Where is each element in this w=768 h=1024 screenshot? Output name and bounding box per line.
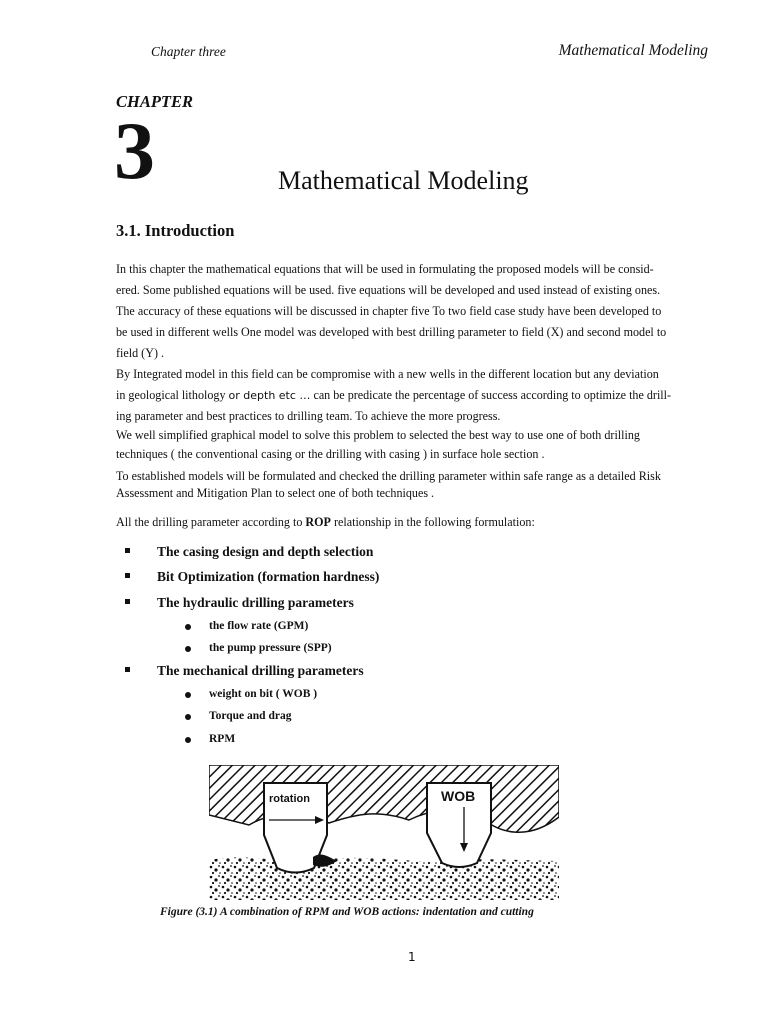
running-header-title: Mathematical Modeling	[558, 42, 708, 59]
chapter-title: Mathematical Modeling	[278, 166, 529, 195]
paragraph-intro	[116, 259, 708, 364]
square-bullet-icon	[125, 667, 130, 672]
paragraph-integrated-model	[116, 364, 708, 427]
figure-caption: Figure (3.1) A combination of RPM and WOB actions: indentation and cutting	[160, 906, 534, 918]
paragraph-graphical-model	[116, 426, 708, 463]
running-header-chapter: Chapter three	[151, 44, 226, 59]
text-run: can be predicate the percentage of success according to optimize the drill-	[310, 388, 672, 402]
text-line: The accuracy of these equations will be discussed in chapter five To two field case study have been developed to	[116, 304, 662, 318]
text-line: ered. Some published equations will be used. five equations will be developed and used instead of existing ones.	[116, 283, 661, 297]
round-bullet-icon	[185, 737, 191, 743]
text-line: be used in different wells One model was developed with best drilling parameter to field (X) and second model to	[116, 325, 667, 339]
text-run: or depth etc …	[228, 389, 311, 402]
chapter-number: 3	[114, 105, 155, 196]
round-bullet-icon	[185, 646, 191, 652]
rpm-wob-figure	[209, 765, 559, 900]
text-line	[116, 385, 708, 406]
paragraph-rop-intro	[116, 513, 708, 531]
section-title: 3.1. Introduction	[116, 221, 235, 240]
text-run: All the drilling parameter according to	[116, 515, 306, 529]
text-run: in geological lithology	[116, 388, 229, 402]
text-line: By Integrated model in this field can be compromise with a new wells in the different location but any deviation	[116, 367, 659, 381]
rotation-label: rotation	[269, 793, 310, 805]
page-number: 1	[408, 950, 416, 964]
text-line: techniques ( the conventional casing or the drilling with casing ) in surface hole section .	[116, 446, 545, 461]
crushed-rock-bottom	[209, 857, 559, 900]
text-line: field (Y) .	[116, 346, 165, 360]
text-line: We well simplified graphical model to solve this problem to selected the best way to use one of both drilling	[116, 428, 640, 442]
document-page: Chapter three Mathematical Modeling CHAPTER 3 Mathematical Modeling 3.1. Introduction In this chapter the mathematical equations that will be used in formulating the proposed models will be consid- ered. Some published equations will be used. five equations will be developed and used instead of existing ones. The accuracy of these equations will be discussed in chapter five To two field case study have been developed to be used in different wells One model was developed with best drilling parameter to field (X) and second model to field (Y) . By Integrated model in this field can be compromise with a new wells in the different location but any deviation in geological lithology or depth etc … can be predicate the percentage of success according to optimize the drill- ing parameter and best practices to drilling team. To achieve the more progress. We well simplified graphical model to solve this problem to selected the best way to use one of both drilling techniques ( the conventional casing or the drilling with casing ) in surface hole section . To established models will be formulated and checked the drilling parameter within safe range as a detailed Risk Assessment and Mitigation Plan to select one of both techniques . All the drilling parameter according to ROP relationship in the following formulation: The casing design and depth selection Bit Optimization (formation hardness) The hydraulic drilling parameters the flow rate (GPM) the pump pressure (SPP) The mechanical drilling parameters weight on bit ( WOB ) Torque and drag RPM rotation WOB Figure (3.1) A combination of RPM and WOB actions: indentation and cutting 1	[114, 42, 708, 964]
text-line: Assessment and Mitigation Plan to select one of both techniques .	[116, 485, 435, 500]
text-line: ing parameter and best practices to drilling team. To achieve the more progress.	[116, 409, 501, 423]
square-bullet-icon	[125, 573, 130, 578]
text-line: To established models will be formulated and checked the drilling parameter within safe range as a detailed Risk	[116, 469, 661, 483]
round-bullet-icon	[185, 624, 191, 630]
round-bullet-icon	[185, 714, 191, 720]
wob-label: WOB	[441, 788, 476, 804]
text-run: relationship in the following formulation:	[330, 515, 535, 529]
paragraph-risk-assessment	[116, 468, 708, 501]
text-line: In this chapter the mathematical equations that will be used in formulating the proposed models will be consid-	[116, 262, 654, 276]
rop-term: ROP	[305, 515, 331, 529]
chapter-label: CHAPTER	[116, 92, 194, 111]
round-bullet-icon	[185, 692, 191, 698]
square-bullet-icon	[125, 599, 130, 604]
square-bullet-icon	[125, 548, 130, 553]
